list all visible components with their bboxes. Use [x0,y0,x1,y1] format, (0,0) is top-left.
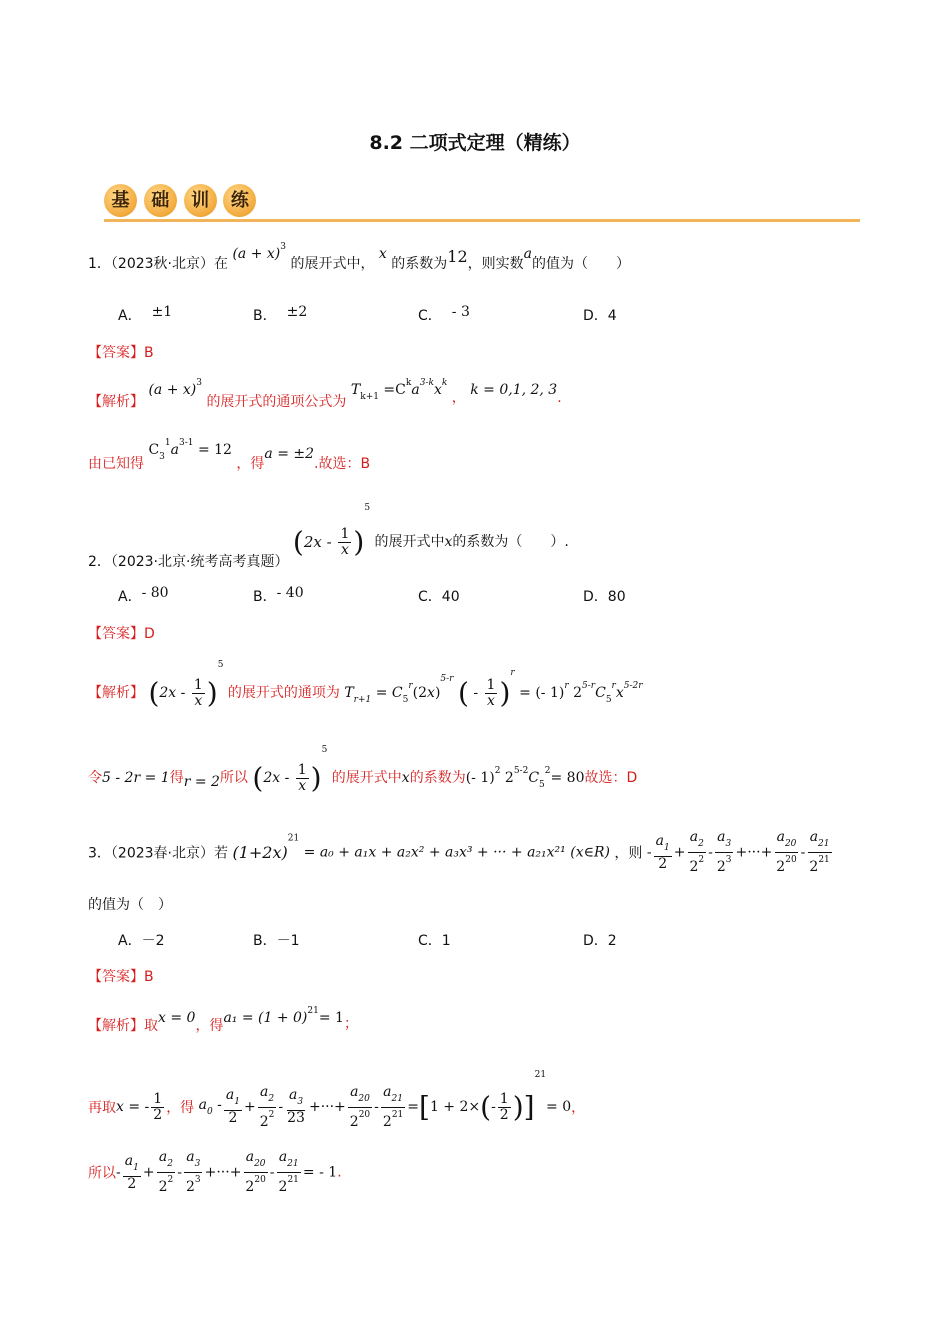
option-value: 1 [441,933,451,949]
math-formula: a₁ = (1 + 0) [223,1010,308,1026]
banner-char-1: 基 [104,184,137,217]
question-source: （2023春·北京）若 [110,845,229,862]
option-value: ±1 [151,304,173,320]
math-exp: 3 [196,378,202,388]
option-value: 40 [441,589,460,605]
option-value: - 80 [141,585,169,601]
option-b[interactable] [253,586,304,606]
option-value: 80 [607,589,626,605]
math-var: x [401,770,410,786]
text: 令 [88,770,102,786]
math-var: a [523,246,532,262]
text: .故选：B [314,456,371,472]
text: 的展开式的通项为 [227,685,340,701]
option-value: - 40 [276,585,304,601]
option-label: B． [253,933,277,949]
option-a[interactable] [118,586,169,606]
banner-char-3: 训 [184,184,217,217]
math-formula: = 80 [550,770,585,786]
text: 再取 [88,1100,116,1116]
analysis-1-line-1: 【解析】 $(a + x)^3$ 的展开式的通项公式为 $T_{k+1} =C^ka^{3-k}x^k$ ， k = 0,1, 2, 3. [88,378,562,410]
option-d[interactable] [583,586,626,606]
analysis-2-line-1: 【解析】 (2x - $\frac{1}{x}$ )$^5$ 的展开式的通项为 $T_{r+1} = C_5^r(2x)^{5-r}$ ( - $\frac{1}{x}$ )$^r$ = (- 1)$^r$ $2^{5-r}C_5^rx^{5-2r}$ [88,660,643,710]
answer-value: B [144,969,154,985]
text: 所以 [88,1165,116,1182]
math-formula: a = ±2 [264,446,315,462]
math-formula: a [411,382,420,398]
question-3-tail: 的值为（ ） [88,897,172,913]
banner-char-4: 练 [223,184,256,217]
option-d[interactable] [583,930,617,950]
option-label: D． [583,589,608,605]
option-a[interactable] [118,305,172,325]
analysis-2-line-2: 令5 - 2r = 1得r = 2所以 (2x - $\frac{1}{x}$ )$^5$ 的展开式中x的系数为(- 1)$^2$ $2^{5-2}C_5^2= 80$故选：D [88,745,638,795]
text: 的系数为 [409,770,466,786]
text: ， [571,1100,586,1116]
analysis-3-line-1 [88,1006,358,1034]
option-label: A． [118,589,142,605]
math-formula: x = 0 [158,1010,196,1026]
option-label: D． [583,933,608,949]
option-value: - 3 [451,304,470,320]
math-formula: T [350,382,361,398]
math-sub: k+1 [360,392,379,402]
option-value: －2 [141,933,165,949]
option-label: D． [583,308,608,324]
math-formula: 5 - 2r = 1 [102,770,170,786]
math-expr: (1+2x) [232,843,288,862]
option-label: C． [418,933,442,949]
option-label: B． [253,589,277,605]
math-formula: r = 2 [183,774,220,790]
answer-1 [88,342,154,362]
option-c[interactable] [418,930,451,950]
math-var: x [444,534,453,550]
question-source: （2023·北京·统考高考真题） [110,554,289,570]
text: 的展开式的通项公式为 [206,394,347,410]
answer-value: B [144,345,154,361]
text: . [557,390,562,406]
text: 的展开式中 [331,770,402,786]
math-formula: = 0 [546,1099,572,1115]
analysis-3-line-3: 所以- $\frac{a_1}{2}$ + $\frac{a_2}{2^2}$ - $\frac{a_3}{2^3}$ +···+ $\frac{a_{20}}{2^{20}}$ - $\frac{a_{21}}{2^{21}}$ = - 1. [88,1149,342,1195]
answer-label: 【答案】 [88,345,144,361]
math-var: x [378,246,387,262]
answer-2 [88,623,155,643]
question-1 [88,242,630,273]
question-number: 2． [88,554,111,570]
option-b[interactable] [253,305,307,325]
math-formula: = 1 [318,1010,344,1026]
analysis-label: 【解析】 [88,394,144,410]
math-exp: 3 [280,242,286,252]
text: 的展开式中 [374,534,445,550]
option-value: ±2 [286,304,308,320]
option-label: B． [253,308,277,324]
answer-label: 【答案】 [88,969,144,985]
text: ， [451,390,466,406]
math-formula: =C [383,382,406,398]
analysis-1-line-2: 由已知得 $C_3^1a^{3-1} = 12$ ，得a = ±2.故选：B [88,438,371,472]
text: 故选：D [584,770,638,786]
analysis-label: 【解析】 [88,685,144,701]
option-c[interactable] [418,586,460,606]
answer-label: 【答案】 [88,626,144,642]
option-value: 4 [607,308,617,324]
option-label: C． [418,589,442,605]
question-number: 1． [88,256,111,272]
math-val: 12 [447,247,468,266]
option-value: －1 [276,933,300,949]
analysis-3-line-2: 再取x = - $\frac{1}{2}$ ，得 $a_0$ - $\frac{a_1}{2}$ + $\frac{a_2}{2^2}$ - $\frac{a_3}{23}$ +···+ $\frac{a_{20}}{2^{20}}$ - $\frac{a_{21}}{2^{21}}$ =[1 + 2×(- $\frac{1}{2}$ )]$^{21}$= 0， [88,1070,586,1130]
banner-char-2: 础 [144,184,177,217]
text: 由已知得 [88,456,144,472]
math-formula: = a₀ + a₁x + a₂x² + a₃x³ + ··· + a₂₁x²¹ (x∈R) [303,844,610,861]
text: ，得 [195,1018,224,1034]
text: . [337,1164,342,1181]
math-formula: C [148,442,160,458]
section-banner [104,184,258,220]
math-expr: (a + x) [232,246,281,262]
math-formula: = - 1 [302,1164,338,1181]
math-exp: 21 [287,833,300,844]
question-2: 2．（2023·北京·统考高考真题） (2x - $\frac{1}{x}$ )$^5$ 的展开式中x的系数为（ ）. [88,503,569,570]
text: ，则 [614,845,643,862]
analysis-label: 【解析】 [88,1018,144,1034]
text: ，得 [166,1100,195,1116]
option-label: C． [418,308,442,324]
question-source: （2023秋·北京）在 [110,256,229,272]
math-formula: = (- 1) [519,685,565,701]
text: 的值为（ ） [531,256,630,272]
option-label: A． [118,308,142,324]
option-label: A． [118,933,142,949]
text: 的展开式中， [290,256,375,272]
question-number: 3． [88,845,111,862]
answer-3 [88,966,154,986]
question-3: 3．（2023春·北京）若 $(1+2x)^{21} = a_0 + a_1x + a_2x^2 + a_3x^3$ + ··· + a₂₁x²¹ (x∈R) ，则 - $\frac{a_1}{2}$ + $\frac{a_2}{2^2}$ - $\frac{a_3}{2^3}$ +···+ $\frac{a_{20}}{2^{20}}$ - $\frac{a_{21}}{2^{21}}$ [88,829,830,875]
option-b[interactable] [253,930,300,950]
text: ； [343,1016,358,1032]
text: 得 [169,770,184,786]
text: 的系数为（ ）. [452,534,569,550]
option-a[interactable] [118,930,165,950]
option-value: 2 [607,933,617,949]
math-exp: 21 [307,1006,319,1016]
page-title: 8.2 二项式定理（精练） [369,132,581,154]
text: ，则实数 [467,256,524,272]
text: 的系数为 [391,256,448,272]
option-c[interactable] [418,305,470,325]
math-formula: x [433,382,442,398]
text: 所以 [219,770,248,786]
option-d[interactable] [583,305,617,325]
answer-value: D [144,626,155,642]
math-expr: (a + x) [148,382,197,398]
text: 取 [144,1018,158,1034]
math-formula: = 12 [197,442,232,458]
math-formula: k = 0,1, 2, 3 [470,382,558,398]
section-divider [104,219,860,222]
text: ，得 [236,456,265,472]
